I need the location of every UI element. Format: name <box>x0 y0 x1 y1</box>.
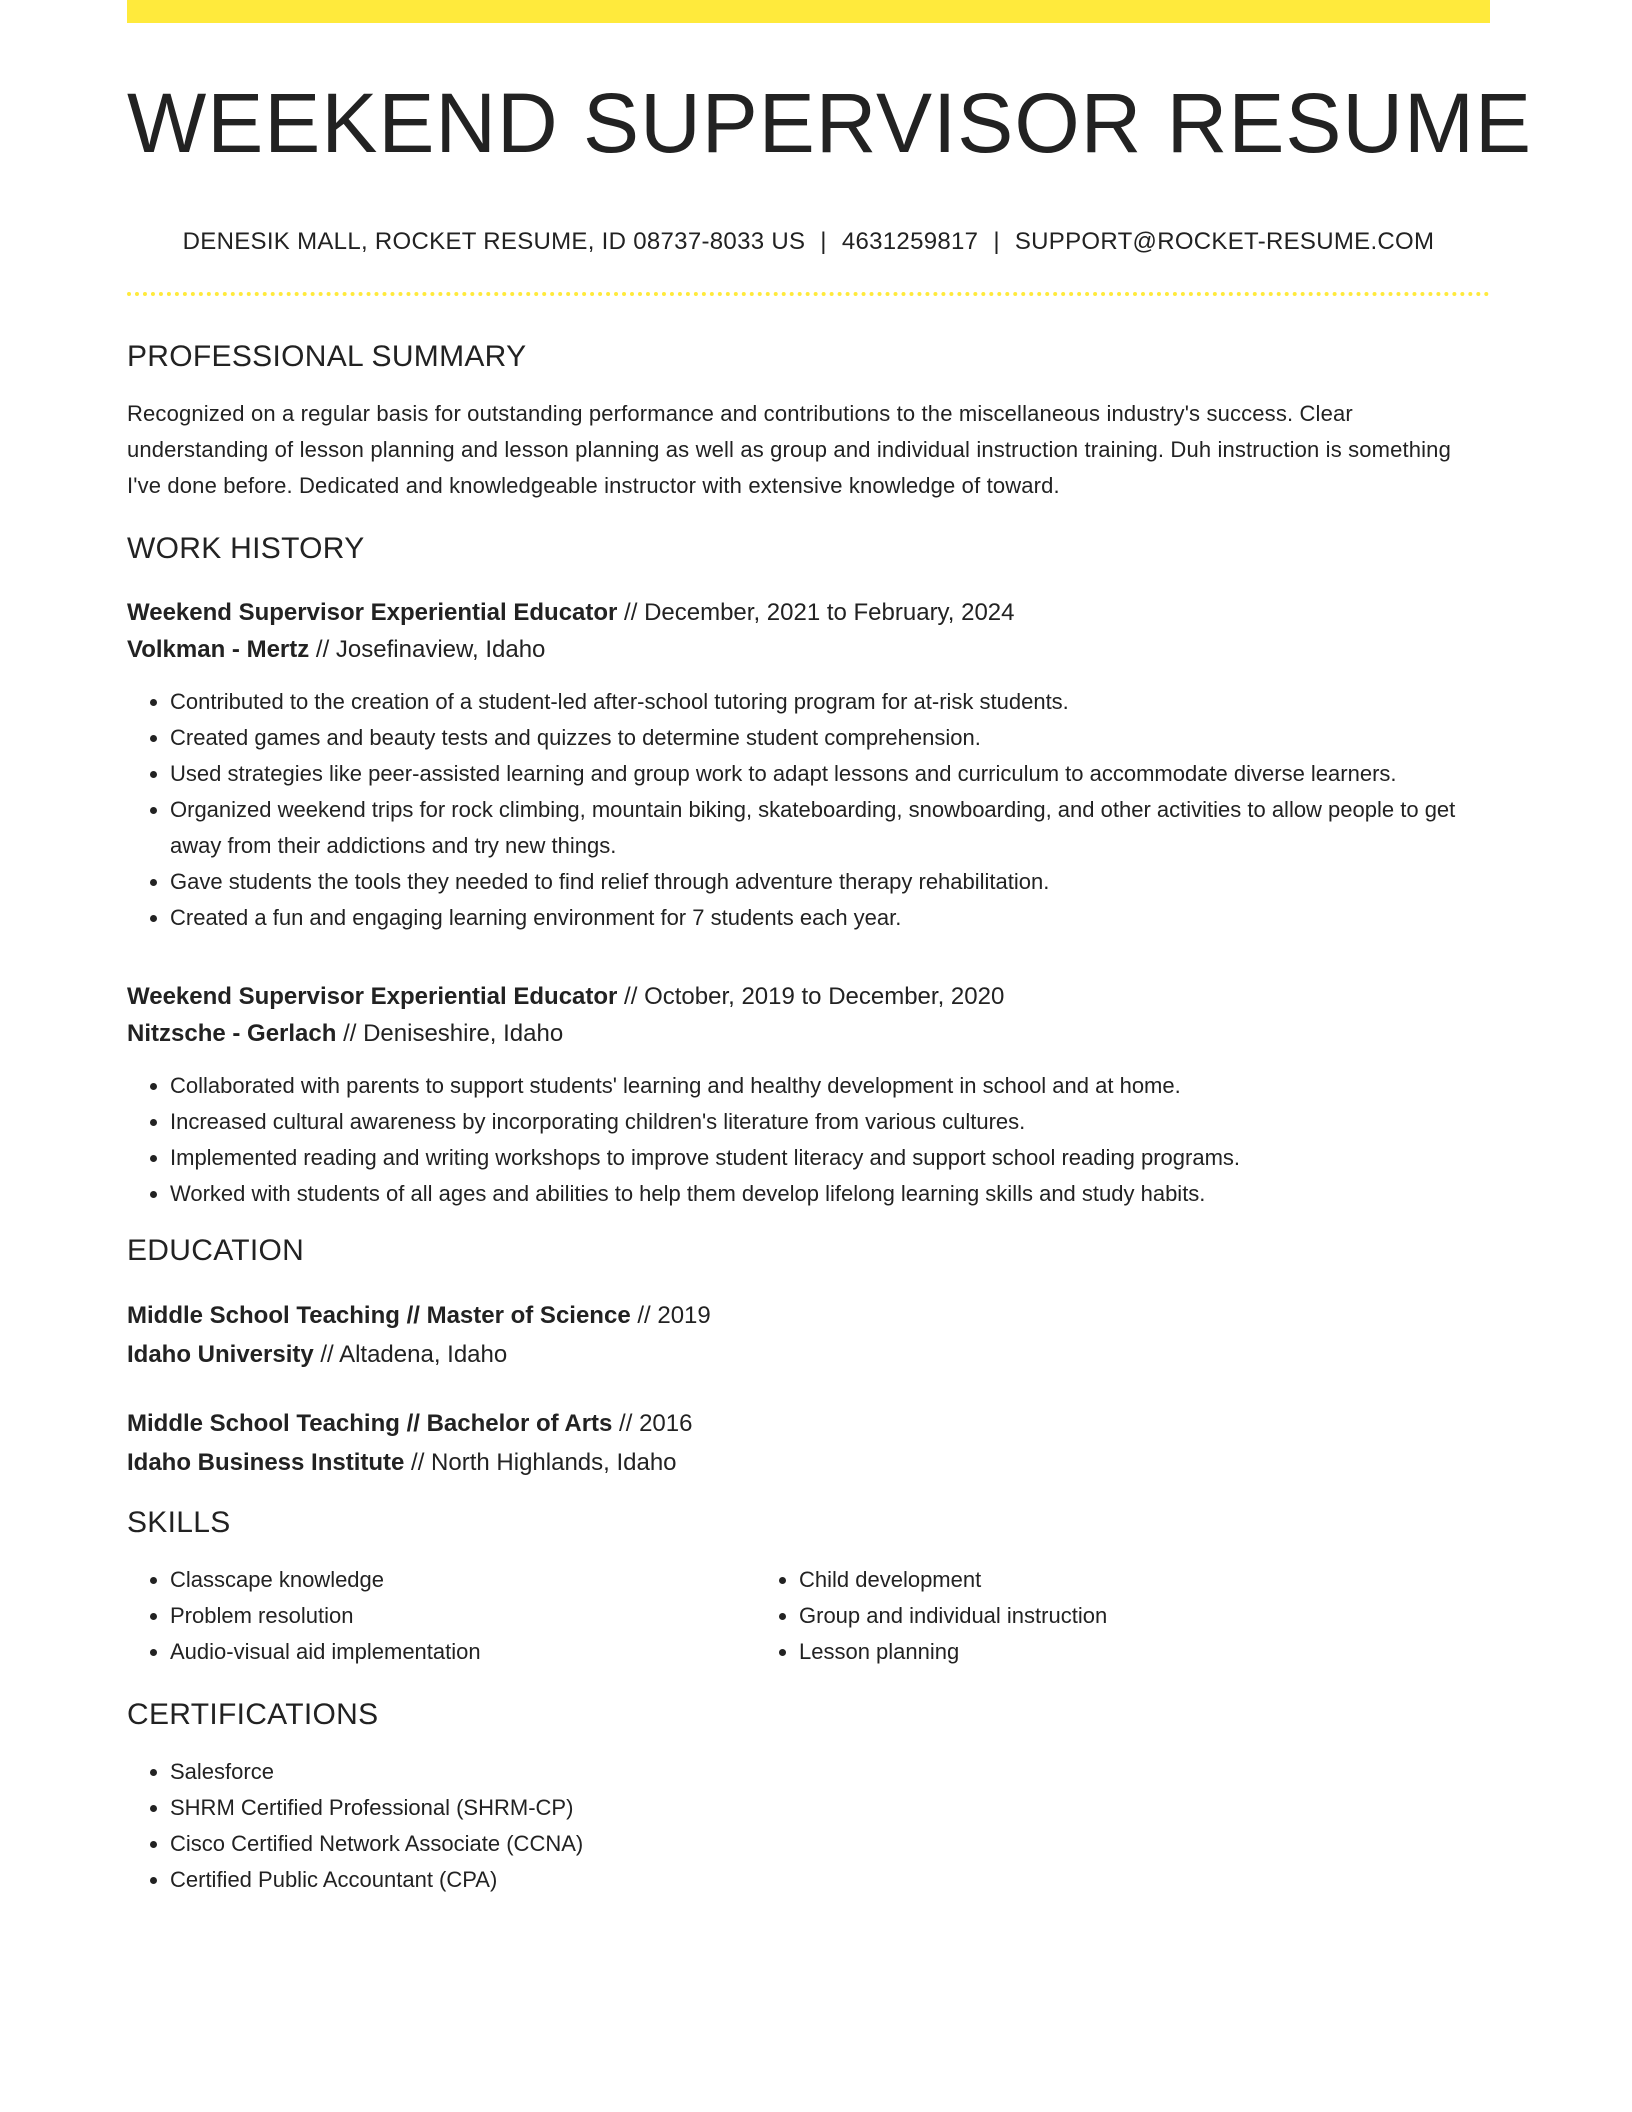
list-item: • SHRM Certified Professional (SHRM-CP) <box>170 1790 1490 1826</box>
list-item: • Contributed to the creation of a student-led after-school tutoring program for at-risk students. <box>170 684 1490 720</box>
list-item: • Increased cultural awareness by incorporating children's literature from various cultures. <box>170 1104 1490 1140</box>
job-title: Weekend Supervisor Experiential Educator <box>127 599 618 626</box>
list-item: • Audio-visual aid implementation <box>170 1634 756 1670</box>
education-location: // North Highlands, Idaho <box>404 1449 677 1476</box>
list-item: • Implemented reading and writing workshops to improve student literacy and support school reading programs. <box>170 1140 1490 1176</box>
job-location: // Josefinaview, Idaho <box>309 636 546 663</box>
skills-heading: SKILLS <box>127 1506 231 1539</box>
education-school-line <box>127 1443 1490 1482</box>
education-school: Idaho Business Institute <box>127 1449 405 1476</box>
contact-address: DENESIK MALL, ROCKET RESUME, ID 08737-8033 US <box>182 228 806 255</box>
job-company-line <box>127 1015 1490 1052</box>
education-school: Idaho University <box>127 1341 314 1368</box>
contact-phone: 4631259817 <box>841 228 979 255</box>
skills-columns <box>127 1562 1490 1670</box>
certifications-list <box>127 1754 1490 1898</box>
resume-page <box>127 0 1533 1898</box>
contact-separator: | <box>993 228 1000 255</box>
accent-top-bar <box>127 0 1490 23</box>
job-bullets <box>127 684 1490 936</box>
list-item: • Salesforce <box>170 1754 1490 1790</box>
education-degree: Middle School Teaching // Bachelor of Arts <box>127 1410 613 1437</box>
dotted-divider <box>127 292 1490 296</box>
education-degree-line <box>127 1404 1490 1443</box>
education-entry <box>127 1296 1490 1374</box>
list-item: • Certified Public Accountant (CPA) <box>170 1862 1490 1898</box>
education-school-line <box>127 1335 1490 1374</box>
summary-text: Recognized on a regular basis for outstanding performance and contributions to the miscellaneous industry's success. Clear understanding of lesson planning and lesson planning as well as group and individual instruction training. Duh instruction is something I've done before. Dedicated and knowledgeable instructor with extensive knowledge of toward. <box>127 401 1451 498</box>
list-item: • Child development <box>799 1562 1428 1598</box>
list-item: • Worked with students of all ages and abilities to help them develop lifelong learning skills and study habits. <box>170 1176 1490 1212</box>
resume-title: WEEKEND SUPERVISOR RESUME <box>127 76 1533 170</box>
job-company: Volkman - Mertz <box>127 636 310 663</box>
education-heading: EDUCATION <box>127 1234 305 1267</box>
education-location: // Altadena, Idaho <box>313 1341 508 1368</box>
summary-heading: PROFESSIONAL SUMMARY <box>127 340 527 373</box>
list-item: • Problem resolution <box>170 1598 756 1634</box>
contact-email: SUPPORT@ROCKET-RESUME.COM <box>1014 228 1435 255</box>
list-item: • Created a fun and engaging learning environment for 7 students each year. <box>170 900 1490 936</box>
list-item: • Group and individual instruction <box>799 1598 1428 1634</box>
list-item: • Collaborated with parents to support students' learning and healthy development in school and at home. <box>170 1068 1490 1104</box>
contact-separator: | <box>820 228 827 255</box>
job-entry <box>127 594 1490 936</box>
list-item: • Cisco Certified Network Associate (CCNA) <box>170 1826 1490 1862</box>
job-dates: // October, 2019 to December, 2020 <box>617 983 1005 1010</box>
list-item: • Lesson planning <box>799 1634 1428 1670</box>
list-item: • Created games and beauty tests and quizzes to determine student comprehension. <box>170 720 1490 756</box>
list-item: • Used strategies like peer-assisted learning and group work to adapt lessons and curriculum to accommodate diverse learners. <box>170 756 1490 792</box>
job-title-line <box>127 978 1490 1015</box>
certifications-heading: CERTIFICATIONS <box>127 1698 379 1731</box>
list-item: • Classcape knowledge <box>170 1562 756 1598</box>
job-location: // Deniseshire, Idaho <box>336 1020 564 1047</box>
education-degree: Middle School Teaching // Master of Science <box>127 1302 631 1329</box>
list-item: • Gave students the tools they needed to find relief through adventure therapy rehabilitation. <box>170 864 1490 900</box>
skills-list-left <box>127 1562 756 1670</box>
job-entry <box>127 978 1490 1212</box>
job-bullets <box>127 1068 1490 1212</box>
work-history-heading: WORK HISTORY <box>127 532 365 565</box>
education-degree-line <box>127 1296 1490 1335</box>
job-company: Nitzsche - Gerlach <box>127 1020 337 1047</box>
list-item: • Organized weekend trips for rock climbing, mountain biking, skateboarding, snowboarding, and other activities to allow people to get away from their addictions and try new things. <box>170 792 1490 864</box>
job-title: Weekend Supervisor Experiential Educator <box>127 983 618 1010</box>
skills-list-right <box>756 1562 1428 1670</box>
education-entry <box>127 1404 1490 1482</box>
job-dates: // December, 2021 to February, 2024 <box>617 599 1015 626</box>
education-year: // 2019 <box>630 1302 711 1329</box>
education-year: // 2016 <box>612 1410 693 1437</box>
job-title-line <box>127 594 1490 631</box>
contact-line <box>127 228 1490 256</box>
job-company-line <box>127 631 1490 668</box>
